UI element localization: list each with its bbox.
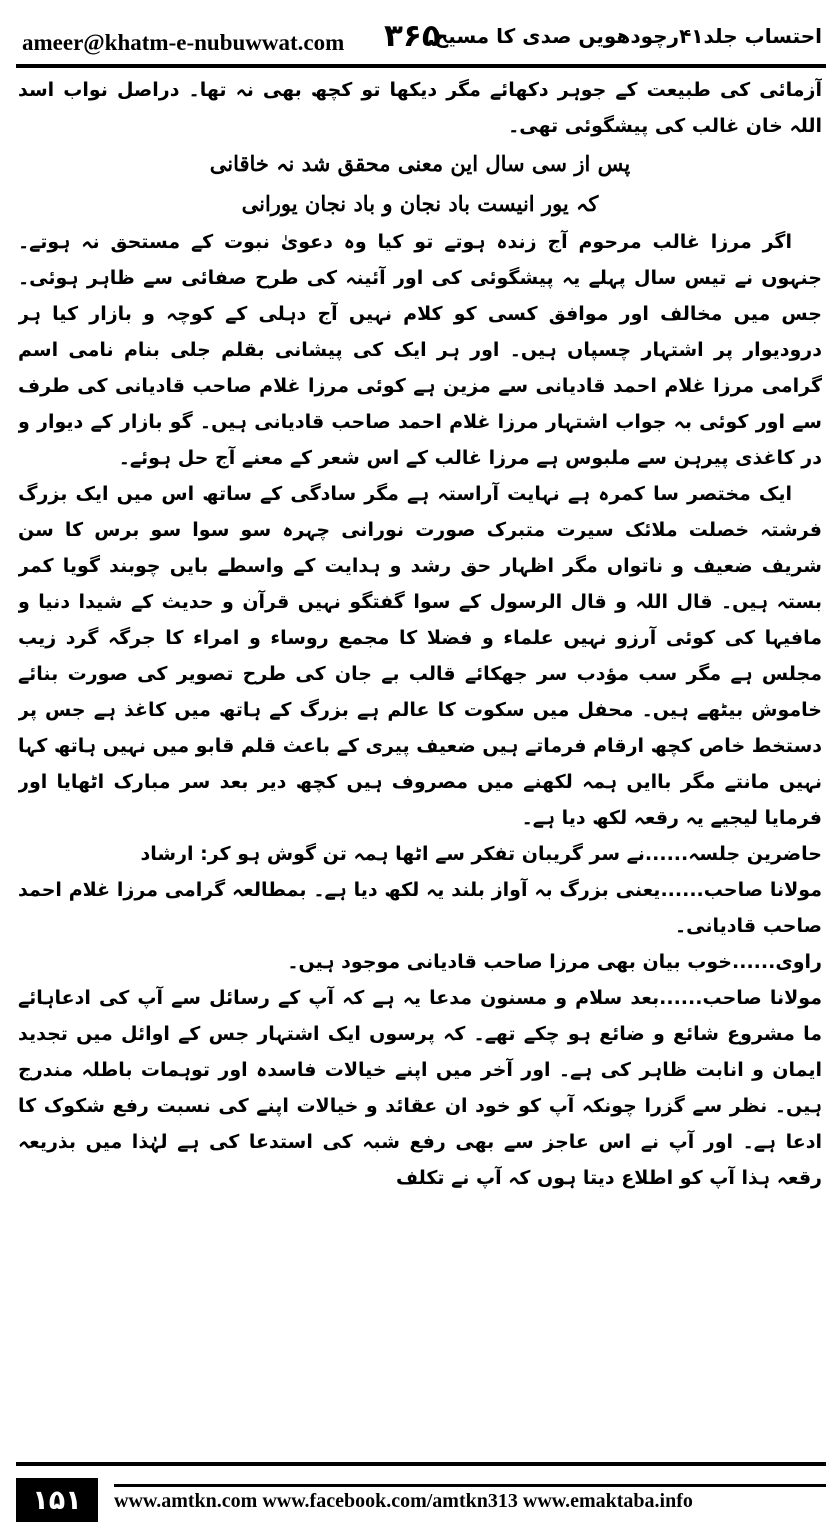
speaker-label: راوی...... (732, 951, 822, 973)
speaker-label: مولانا صاحب...... (660, 879, 822, 901)
dialogue-line-3 (18, 944, 822, 980)
page-body (18, 72, 822, 1447)
dialogue-line-2 (18, 872, 822, 944)
dialogue-line-4 (18, 980, 822, 1196)
speaker-label: حاضرین جلسہ...... (644, 843, 822, 865)
header-page-number: ۳۶۵ (384, 18, 441, 54)
header-email: ameer@khatm-e-nubuwwat.com (22, 30, 345, 55)
dialogue-text: بعد سلام و مسنون مدعا یہ ہے کہ آپ کے رسائل سے آپ کی ادعاہائے ما مشروع شائع و ضائع ہو چکے تھے۔ کہ پرسوں ایک اشتہار جس کے اوائل میں تجدید ایمان و انابت ظاہر کی ہے۔ اور آخر میں اپنے خیالات فاسدہ اور توہمات باطلہ مندرج ہیں۔ نظر سے گزرا چونکہ آپ کو خود ان عقائد و خیالات اپنے کی نسبت رفع شکوک کا ادعا ہے۔ اور آپ نے اس عاجز سے بھی رفع شبہ کی استدعا کی ہے لہٰذا میں بذریعہ رقعہ ہذا آپ کو اطلاع دیتا ہوں کہ آپ نے تکلف (18, 987, 822, 1189)
header-divider (16, 64, 826, 68)
header-book-title: احتساب جلد۴۱رچودھویں صدی کا مسیح (433, 24, 822, 48)
page-footer (16, 1456, 826, 1532)
paragraph-2: ایک مختصر سا کمرہ ہے نہایت آراستہ ہے مگر سادگی کے ساتھ اس میں ایک بزرگ فرشتہ خصلت ملائک سیرت متبرک صورت نورانی چہرہ سو سوا سو برس کا سن شریف ضعیف و ناتواں مگر اظہار حق رشد و ہدایت کے واسطے بایں چوبند گویا کمر بستہ ہیں۔ قال اللہ و قال الرسول کے سوا گفتگو نہیں قرآن و حدیث کے شیدا دنیا و مافیہا کی کوئی آرزو نہیں علماء و فضلا کا مجمع روساء و امراء کا جرگہ گرد زیب مجلس ہے مگر سب مؤدب سر جھکائے قالب بے جان کی طرح تصویر کی صورت بنائے خاموش بیٹھے ہیں۔ محفل میں سکوت کا عالم ہے بزرگ کے ہاتھ میں کاغذ ہے جس پر دستخط خاص کچھ ارقام فرماتے ہیں ضعیف پیری کے باعث قلم قابو میں نہیں ہاتھ کہا نہیں مانتے مگر باایں ہمہ لکھنے میں مصروف ہیں کچھ دیر بعد سر مبارک اٹھایا اور فرمایا لیجیے یہ رقعہ لکھ دیا ہے۔ (18, 483, 822, 829)
dialogue-text: خوب بیان بھی مرزا صاحب قادیانی موجود ہیں۔ (287, 951, 733, 973)
dialogue-line-1 (18, 836, 822, 872)
paragraph-1: اگر مرزا غالب مرحوم آج زندہ ہوتے تو کیا وہ دعویٰ نبوت کے مستحق نہ ہوتے۔ جنہوں نے تیس سال پہلے یہ پیشگوئی کی اور آئینہ کی طرح صفائی سے ظاہر ہوئی۔ جس میں مخالف اور موافق کسی کو کلام نہیں آج دہلی کے کوچہ و بازار کیا ہر درودیوار پر اشتہار چسپاں ہیں۔ اور ہر ایک کی پیشانی بقلم جلی بنام نامی اسم گرامی مرزا غلام احمد قادیانی سے مزین ہے کوئی مرزا غلام صاحب قادیانی کی طرف سے اور کوئی بہ جواب اشتہار مرزا غلام احمد صاحب قادیانی ہیں۔ گو بازار کے دیوار و در کاغذی پیرہن سے ملبوس ہے مرزا غالب کے اس شعر کے معنے آج حل ہوئے۔ (18, 231, 822, 469)
speaker-label: مولانا صاحب...... (659, 987, 822, 1009)
footer-links: www.amtkn.com www.facebook.com/amtkn313 www.emaktaba.info (114, 1490, 693, 1512)
footer-divider-secondary (114, 1484, 826, 1487)
dialogue-text: یعنی بزرگ بہ آواز بلند یہ لکھ دیا ہے۔ بمطالعہ گرامی مرزا غلام احمد صاحب قادیانی۔ (18, 879, 822, 937)
footer-page-number: ۱۵۱ (16, 1478, 98, 1522)
intro-paragraph: آزمائی کی طبیعت کے جوہر دکھائے مگر دیکھا تو کچھ بھی نہ تھا۔ دراصل نواب اسد اللہ خان غالب کی پیشگوئی تھی۔ (18, 79, 822, 137)
page-header (14, 10, 826, 60)
dialogue-text: نے سر گریبان تفکر سے اٹھا ہمہ تن گوش ہو کر: ارشاد (140, 843, 645, 865)
verse-line-1: پس از سی سال این معنی محقق شد نہ خاقانی (209, 151, 631, 176)
footer-divider (16, 1462, 826, 1466)
verse-line-2: کہ یور انیست باد نجان و باد نجان یورانی (241, 191, 599, 216)
